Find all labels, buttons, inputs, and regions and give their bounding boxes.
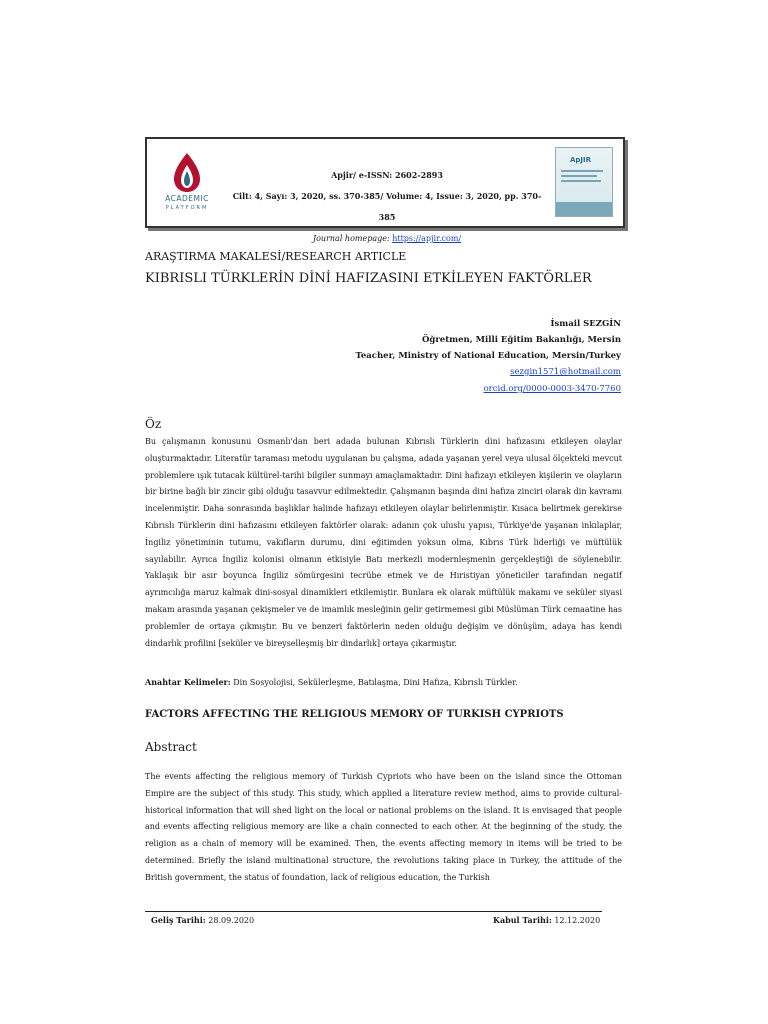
article-title: KIBRISLI TÜRKLERİN DİNİ HAFIZASINI ETKİLEYEN FAKTÖRLER — [145, 271, 592, 286]
accepted-date-line — [493, 915, 600, 925]
journal-cover-thumbnail — [555, 147, 613, 217]
cover-title: ApJIR — [570, 156, 592, 164]
academic-platform-logo — [157, 151, 217, 215]
journal-issn: Apjir/ e-ISSN: 2602-2893 — [331, 170, 443, 180]
author-affiliation-en: Teacher, Ministry of National Education, Mersin/Turkey — [355, 351, 621, 361]
keywords-line — [145, 677, 518, 687]
homepage-label: Journal homepage: — [312, 234, 390, 243]
cover-text-line — [561, 180, 601, 182]
cover-text-line — [561, 170, 603, 172]
journal-info — [227, 165, 547, 249]
journal-citation: Cilt: 4, Sayı: 3, 2020, ss. 370-385/ Volume: 4, Issue: 3, 2020, pp. 370-385 — [232, 191, 542, 222]
accepted-label: Kabul Tarihi: — [493, 915, 552, 925]
logo-subtext: PLATFORM — [165, 205, 209, 211]
received-label: Geliş Tarihi: — [151, 915, 206, 925]
cover-footer-bar — [556, 202, 612, 216]
abstract-paragraph: The events affecting the religious memory of Turkish Cypriots who have been on the island since the Ottoman Empire are the subject of this study. This study, which applied a literature review method, aims to provide cultural-historical information that will shed light on the local or national problems on the island. It is envisaged that people and events affecting religious memory are like a chain connected to each other. At the beginning of the study, the religion as a chain of memory will be examined. Then, the events affecting memory in items will be tried to be determined. Briefly the island multinational structure, the revolutions taking place in Turkey, the attitude of the British government, the status of foundation, lack of religious education, the Turkish — [145, 772, 622, 882]
keywords-label: Anahtar Kelimeler: — [145, 677, 231, 687]
author-name: İsmail SEZGİN — [550, 319, 621, 329]
accepted-date: 12.12.2020 — [554, 916, 601, 925]
article-type: ARAŞTIRMA MAKALESİ/RESEARCH ARTICLE — [145, 250, 407, 263]
journal-homepage — [227, 228, 547, 249]
english-title: FACTORS AFFECTING THE RELIGIOUS MEMORY OF TURKISH CYPRIOTS — [145, 709, 564, 720]
author-email-link[interactable]: sezgin1571@hotmail.com — [510, 367, 621, 377]
keywords-value: Din Sosyolojisi, Sekülerleşme, Batılaşma, Dini Hafıza, Kıbrıslı Türkler. — [233, 678, 518, 687]
oz-paragraph: Bu çalışmanın konusunu Osmanlı'dan beri adada bulunan Kıbrıslı Türklerin dini hafızasını etkileyen olaylar oluşturmaktadır. Literatür taraması metodu uygulanan bu çalışma, adada yaşanan yerel veya ulusal ölçekteki mevcut problemlere ışık tutacak kültürel-tarihi bilgiler sunmayı amaçlamaktadır. Dini hafızayı etkileyen kişilerin ve olayların bir birine bağlı bir zincir gibi olduğu tasavvur edilmektedir. Çalışmanın başında dini hafıza zinciri olarak din kavramı incelenmiştir. Daha sonrasında başlıklar halinde hafızayı etkileyen olaylar belirlenmiştir. Kısaca belirtmek gerekirse Kıbrıslı Türklerin dini hafızasını etkileyen faktörler olarak: adanın çok uluslu yapısı, Türkiye'de yaşanan inkılaplar, İngiliz yönetiminin tutumu, vakıfların durumu, dini eğitimden yoksun olma, Kıbrıs Türk liderliği ve müftülük sayılabilir. Ayrıca İngiliz kolonisi olmanın etkisiyle Batı merkezli modernleşmenin gerçekleştiği de söylenebilir. Yaklaşık bir asır boyunca İngiliz sömürgesini tecrübe etmek ve de Hıristiyan yöneticiler tarafından negatif ayrımcılığa maruz kalmak dini-sosyal dinamikleri etkilemiştir. Bunlara ek olarak müftülük makamı ve seküler siyasi makam arasında yaşanan çekişmeler ve de imamlık mesleğinin gelir getirmemesi gibi Müslüman Türk cemaatine has problemler de ortaya çıkmıştır. Bu ve benzeri faktörlerin neden olduğu değişim ve dönüşüm, adaya has kendi dindarlık profilini [seküler ve bireyselleşmiş bir dindarlık] ortaya çıkarmıştır. — [145, 437, 622, 648]
homepage-link[interactable]: https://apjir.com/ — [392, 234, 462, 243]
cover-text-line — [561, 175, 597, 177]
author-orcid-link[interactable]: orcid.org/0000-0003-3470-7760 — [483, 384, 621, 394]
journal-header — [145, 137, 625, 243]
author-affiliation-tr: Öğretmen, Milli Eğitim Bakanlığı, Mersin — [421, 335, 621, 345]
flame-drop-icon — [157, 151, 217, 193]
logo-text: ACADEMIC — [165, 194, 209, 203]
oz-heading: Öz — [145, 417, 162, 431]
abstract-heading: Abstract — [145, 740, 197, 754]
received-date-line — [151, 915, 254, 925]
received-date: 28.09.2020 — [208, 916, 255, 925]
footer-divider — [145, 911, 602, 912]
